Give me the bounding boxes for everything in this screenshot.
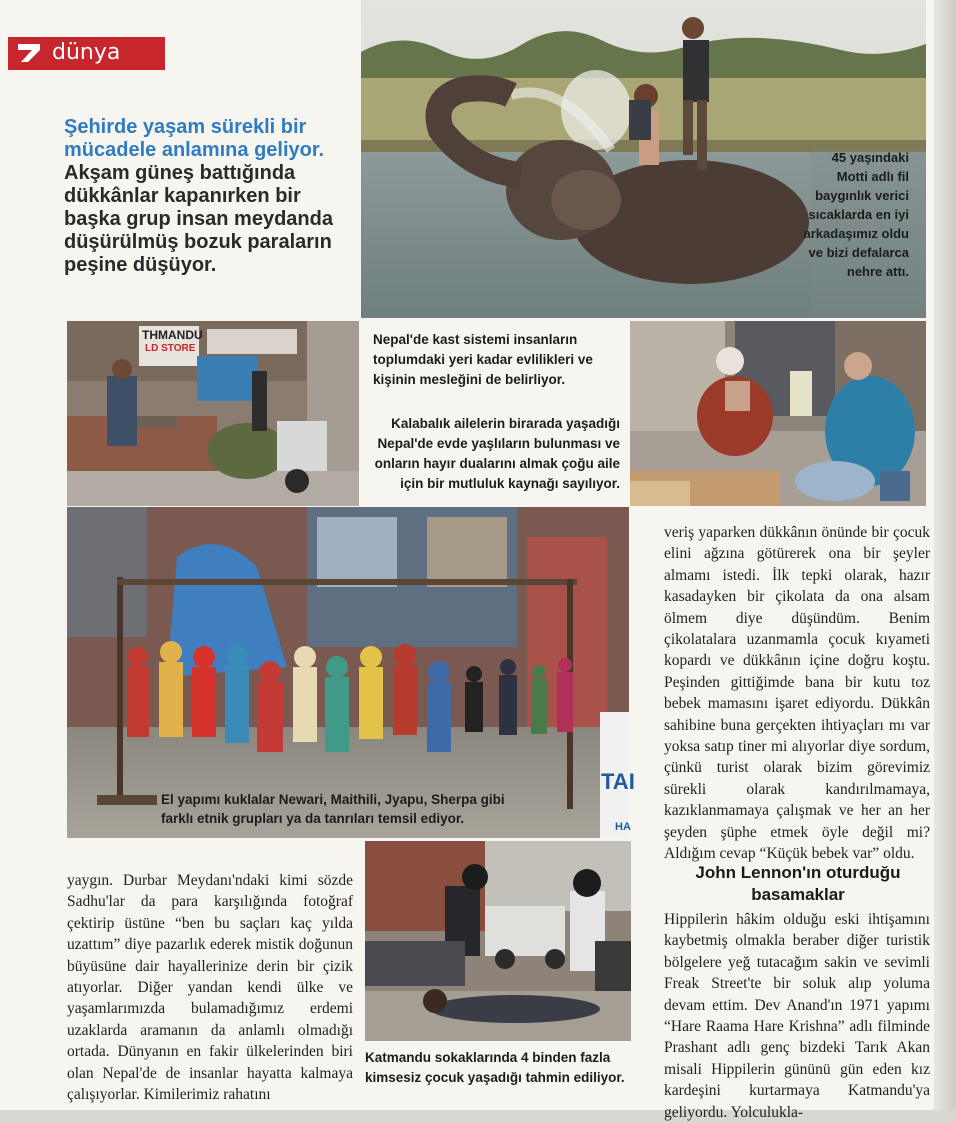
section-badge [8, 37, 165, 70]
section-mark-icon [16, 42, 42, 64]
article-column-right-top: veriş yaparken dükkânın önünde bir çocuk elini ağzına götürerek ona bir şeyler almamı istedi. İlk tepki olarak, hazır kasadayken bir çikolata da ona alsam ölmem diye düşündüm. Benim çikolatalara uzanmamla çocuk kıyameti kopardı ve dükkânın içine doğru koştu. Peşinden gittiğimde bana bir kutu toz bebek mamasını işaret ediyordu. Dükkân sahibine buna gerçekten ihtiyaçları mı var yoksa satıp tiner mi alıyorlar diye sordum, çünkü turist olarak bizim görevimiz sürekli olarak kandırılmamaya, kazıklanmamaya çalışmak ve her an her şeyden şüphe etmek öyle değil mi? Aldığım cevap “Küçük bebek var” oldu. [664, 524, 930, 863]
section-label: dünya [52, 40, 121, 65]
photo-street [67, 321, 359, 506]
article-column-left-bottom: yaygın. Durbar Meydanı'ndaki kimi sözde Sadhu'lar da para karşılığında fotoğraf çektirip üstüne “ben bu saçları kaç yılda uzattım” diye pazarlık ederek mistik doğunun büyüsüne dair hayallerinize derin bir çizik atıyorlar. Diğer yandan kendi ülke ve yaşamlarımızda bulamadığımız erdemi uzaklarda aramanın da anlamlı olmadığı ortada. Dünyanın en fakir ülkelerinden biri olan Nepal'de de insanlar hayatta kalmaya çalışıyorlar. Kimilerimiz rahatını [67, 872, 353, 1104]
photo-elders [630, 321, 926, 506]
intro-highlight: Şehirde yaşam sürekli bir mücadele anlamına geliyor. [64, 116, 325, 161]
photo-elephant [361, 0, 926, 318]
caption-caste: Nepal'de kast sistemi insanların toplumdaki yeri kadar evlilikleri ve kişinin mesleğini de belirliyor. [373, 332, 593, 387]
sign-ha: HA [615, 821, 631, 833]
page-gutter [934, 0, 956, 1110]
caption-elders: Kalabalık ailelerin birarada yaşadığı Nepal'de evde yaşlıların bulunması ve onların hayır dualarını almak çoğu aile için bir mutluluk kaynağı sayılıyor. [374, 416, 620, 491]
photo-puppets [67, 507, 635, 838]
caption-puppets: El yapımı kuklalar Newari, Maithili, Jyapu, Sherpa gibi farklı etnik grupları ya da tanrıları temsil ediyor. [161, 792, 505, 826]
intro-body: Akşam güneş battığında dükkânlar kapanırken bir başka grup insan meydanda düşürülmüş bozuk paraların peşine düşüyor. [64, 162, 333, 276]
sign-store: LD STORE [145, 343, 196, 354]
sign-tai: TAI [601, 769, 635, 794]
caption-elephant: 45 yaşındaki Motti adlı fil baygınlık verici sıcaklarda en iyi arkadaşımız oldu ve bizi defalarca nehre attı. [803, 150, 909, 279]
intro-text [64, 116, 354, 277]
sign-kathmandu: THMANDU [142, 328, 203, 342]
subheading: John Lennon'ın oturduğu basamaklar [695, 863, 901, 904]
photo-street-kids [365, 841, 631, 1041]
caption-street-kids: Katmandu sokaklarında 4 binden fazla kimsesiz çocuk yaşadığı tahmin ediliyor. [365, 1050, 625, 1085]
article-column-right-bottom: Hippilerin hâkim olduğu eski ihtişamını kaybetmiş olmakla beraber diğer turistik bölgelere yeğ tutacağım sakin ve sevimli Freak Street'te bir soluk alıp yoluma devam ettim. Dev Anand'ın 1971 yapımı “Hare Raama Hare Krishna” adlı filminde Prashant adlı genç bizdeki Tarık Akan misali Hippilerin gününü gün eden kız kardeşini kurtarmaya Katmandu'ya geliyordu. Yolculukla- [664, 911, 930, 1121]
